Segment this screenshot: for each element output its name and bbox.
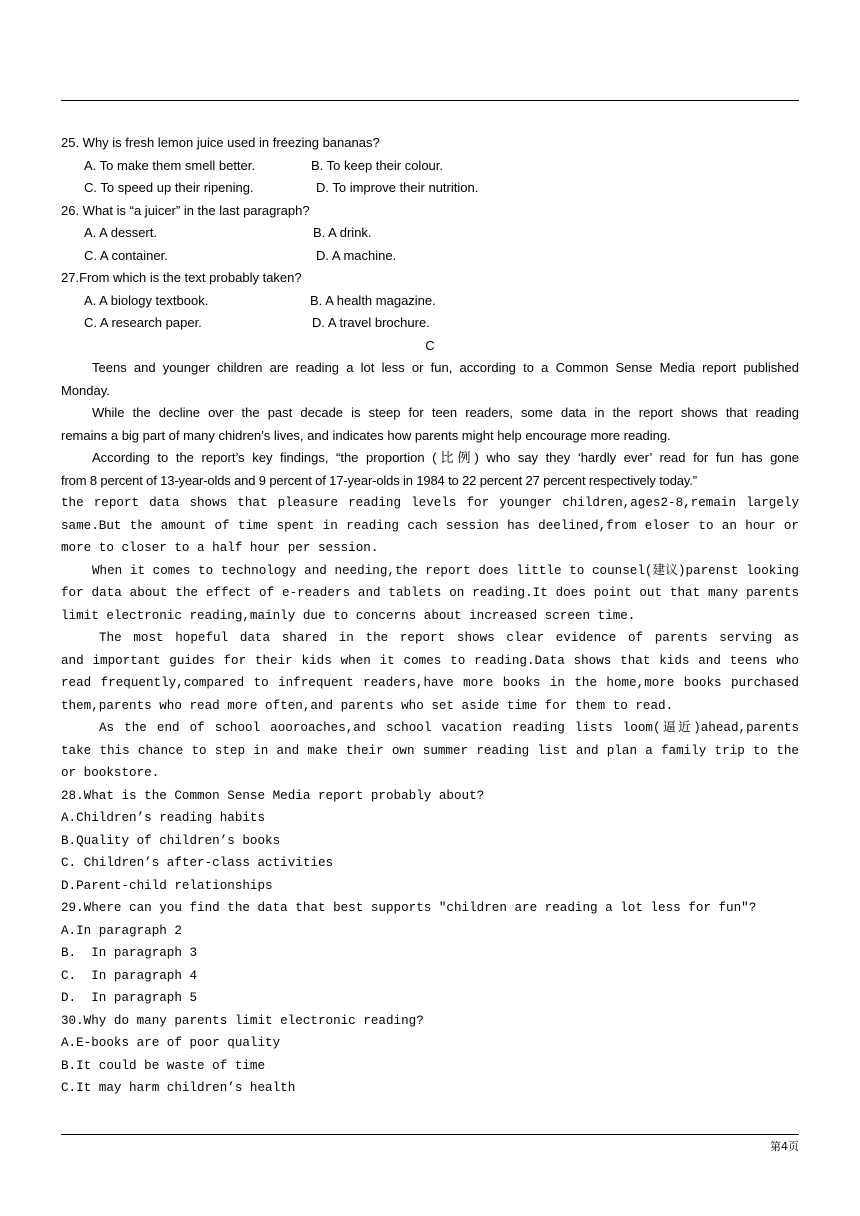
q26-option-a: A. A dessert.	[84, 225, 157, 240]
q26-option-c: C. A container.	[84, 247, 168, 263]
q25-option-b: B. To keep their colour.	[311, 157, 444, 173]
passage-line: According to the report’s key findings, “the proportion (比例) who say they ‘hardly ever’ read for fun has gone	[92, 450, 799, 465]
q28-option-c: C. Children’s after-class activities	[61, 856, 334, 870]
passage-line: When it comes to technology and needing,the report does little to counsel(建议)parenst looking	[92, 563, 799, 578]
passage-line: more to closer to a half hour per session.	[61, 541, 379, 555]
question-27: 27.From which is the text probably taken?	[61, 270, 302, 285]
q30-option-b: B.It could be waste of time	[61, 1058, 266, 1073]
passage-line: or bookstore.	[61, 766, 160, 780]
footer-rule	[61, 1134, 799, 1135]
q30-option-c: C.It may harm children’s health	[61, 1081, 296, 1095]
passage-line: take this chance to step in and make their own summer reading list and plan a family trip to the	[61, 743, 799, 758]
question-26-options-row-2	[61, 245, 799, 268]
passage-line: from 8 percent of 13-year-olds and 9 percent of 17-year-olds in 1984 to 22 percent 27 percent respectively today.”	[61, 472, 697, 488]
q28-option-b: B.Quality of children’s books	[61, 833, 281, 848]
header-rule	[61, 100, 799, 101]
passage-line: for data about the effect of e-readers and tablets on reading.It does point out that many parents	[61, 586, 799, 600]
q25-option-c: C. To speed up their ripening.	[84, 180, 254, 195]
passage-line: The most hopeful data shared in the report shows clear evidence of parents serving as	[99, 631, 799, 645]
q29-option-a: A.In paragraph 2	[61, 923, 182, 938]
q25-option-d: D. To improve their nutrition.	[316, 180, 479, 195]
passage-line: and important guides for their kids when it comes to reading.Data shows that kids and teens who	[61, 653, 799, 668]
q28-option-a: A.Children’s reading habits	[61, 811, 266, 825]
question-29: 29.Where can you find the data that best supports "children are reading a lot less for fun"?	[61, 901, 757, 915]
question-25: 25. Why is fresh lemon juice used in freezing bananas?	[61, 135, 380, 150]
q29-option-b: B. In paragraph 3	[61, 946, 198, 960]
q25-option-a: A. To make them smell better.	[84, 157, 255, 173]
passage-line: remains a big part of many chidren’s lives, and indicates how parents might help encourage more reading.	[61, 427, 671, 443]
question-25-options-row-2	[61, 177, 799, 200]
passage-line: While the decline over the past decade is steep for teen readers, some data in the report shows that reading	[92, 405, 799, 420]
q27-option-b: B. A health magazine.	[310, 292, 436, 308]
question-26: 26. What is “a juicer” in the last paragraph?	[61, 202, 310, 218]
question-30: 30.Why do many parents limit electronic reading?	[61, 1013, 424, 1028]
question-27-options-row-2	[61, 312, 799, 335]
q29-option-c: C. In paragraph 4	[61, 968, 198, 983]
q26-option-b: B. A drink.	[313, 225, 372, 240]
passage-heading: C	[425, 337, 435, 353]
q29-option-d: D. In paragraph 5	[61, 991, 198, 1005]
question-28: 28.What is the Common Sense Media report probably about?	[61, 788, 485, 803]
passage-line: Teens and younger children are reading a lot less or fun, according to a Common Sense Media report published	[92, 360, 799, 375]
question-26-options-row-1	[61, 222, 799, 245]
passage-line: them,parents who read more often,and parents who set aside time for them to read.	[61, 698, 674, 713]
page-content	[61, 132, 799, 1100]
question-27-options-row-1	[61, 290, 799, 313]
q28-option-d: D.Parent-child relationships	[61, 878, 273, 893]
passage-line: Monday.	[61, 382, 110, 398]
q26-option-d: D. A machine.	[316, 247, 397, 263]
passage-line: same.But the amount of time spent in reading cach session has deelined,from eloser to an hour or	[61, 518, 799, 533]
q27-option-d: D. A travel brochure.	[312, 315, 430, 330]
q27-option-c: C. A research paper.	[84, 315, 202, 330]
passage-line: limit electronic reading,mainly due to concerns about increased screen time.	[61, 608, 636, 623]
question-25-options-row-1	[61, 155, 799, 178]
q30-option-a: A.E-books are of poor quality	[61, 1036, 281, 1050]
passage-line: As the end of school aooroaches,and school vacation reading lists loom(逼近)ahead,parents	[99, 721, 799, 735]
passage-line: read frequently,compared to infrequent readers,have more books in the home,more books purchased	[61, 676, 799, 690]
passage-line: the report data shows that pleasure reading levels for younger children,ages2-8,remain largely	[61, 496, 799, 510]
page-number: 第4页	[770, 1140, 799, 1153]
q27-option-a: A. A biology textbook.	[84, 292, 209, 308]
